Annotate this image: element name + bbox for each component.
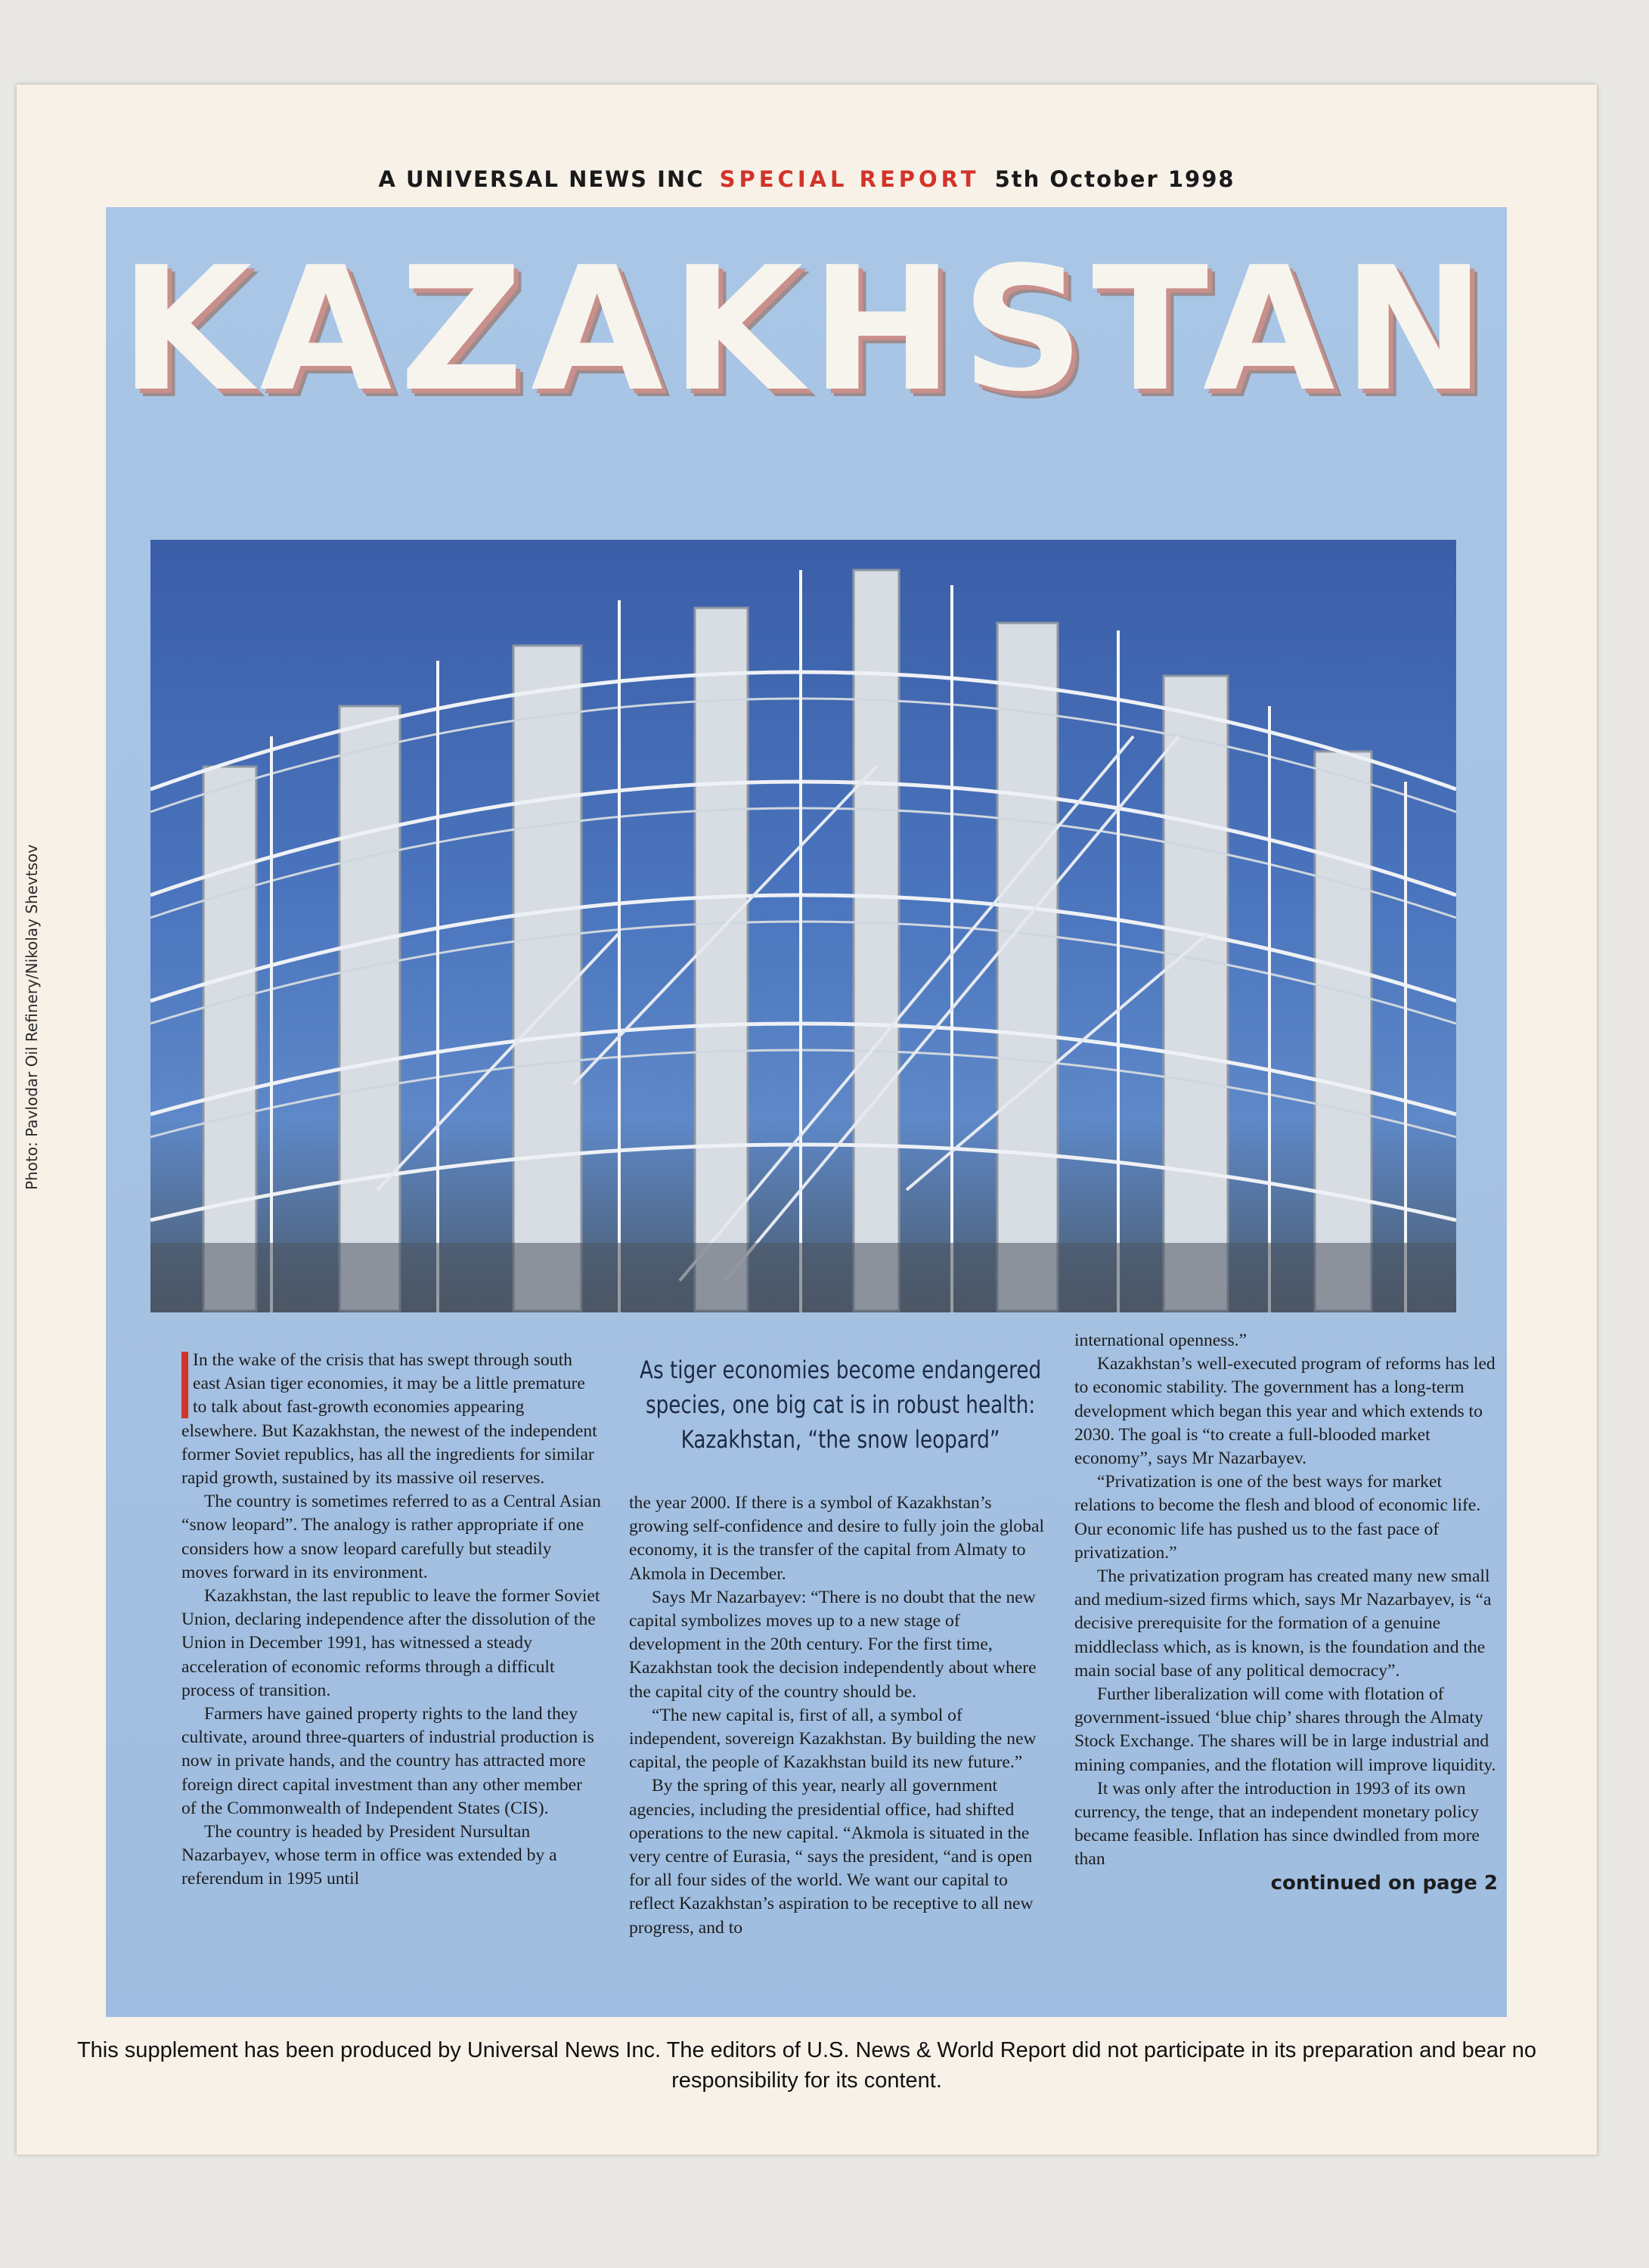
magazine-page	[17, 85, 1597, 2155]
issue-date: 5th October 1998	[994, 166, 1235, 192]
paragraph: Farmers have gained property rights to the land they cultivate, around three-quarters of industrial production is now in private hands, and the country has attracted more foreign direct capital investment than any other member of the Commonwealth of Independent States (CIS).	[181, 1704, 594, 1818]
paragraph: “Privatization is one of the best ways for market relations to become the flesh and blood of economic life. Our economic life has pushed us to the fast pace of privatization.”	[1074, 1472, 1481, 1563]
paragraph: Kazakhstan, the last republic to leave the former Soviet Union, declaring independence after the dissolution of the Union in December 1991, has witnessed a steady acceleration of economic reforms through a difficult process of transition.	[181, 1586, 600, 1700]
paragraph: international openness.”	[1074, 1331, 1247, 1350]
paragraph: the year 2000. If there is a symbol of Kazakhstan’s growing self-confidence and desire to fully join the global economy, it is the transfer of the capital from Almaty to Akmola in December.	[629, 1493, 1045, 1584]
paragraph: In the wake of the crisis that has swept through south east Asian tiger economies, it may be a little premature to talk about fast-growth economies appearing elsewhere. But Kazakhstan, the newest of the independent former Soviet republics, has all the ingredients for similar rapid growth, sustained by its massive oil reserves.	[181, 1350, 597, 1489]
paragraph: Kazakhstan’s well-executed program of reforms has led to economic stability. The government has a long-term development which began this year and which extends to 2030. The goal is “to create a full-blooded market economy”, says Mr Nazarbayev.	[1074, 1354, 1496, 1469]
paragraph: The privatization program has created many new small and medium-sized firms which, says Mr Nazarbayev, is “a decisive prerequisite for the formation of a genuine middleclass which, as is known, is the foundation and the main social base of any political democracy”.	[1074, 1566, 1492, 1681]
section-label: SPECIAL REPORT	[719, 166, 980, 192]
report-panel	[106, 207, 1507, 2017]
paragraph: “The new capital is, first of all, a symbol of independent, sovereign Kazakhstan. By building the new capital, the people of Kazakhstan build its new future.”	[629, 1705, 1037, 1773]
drop-cap-marker	[181, 1352, 188, 1418]
publisher-name: A UNIVERSAL NEWS INC	[378, 166, 705, 192]
pull-quote: As tiger economies become endangered species, one big cat is in robust health: Kazakhstan, “the snow leopard”	[640, 1356, 1042, 1454]
paragraph: Further liberalization will come with flotation of government-issued ‘blue chip’ shares through the Almaty Stock Exchange. The shares will be in large industrial and mining companies, and the flotation will improve liquidity.	[1074, 1684, 1496, 1775]
article-column-1	[181, 1349, 601, 1892]
photo-credit: Photo: Pavlodar Oil Refinery/Nikolay Shevtsov	[23, 844, 41, 1190]
paragraph: The country is headed by President Nursultan Nazarbayev, whose term in office was extended by a referendum in 1995 until	[181, 1822, 557, 1889]
disclaimer-footer: This supplement has been produced by Universal News Inc. The editors of U.S. News & World Report did not participate in its preparation and bear no responsibility for its content.	[76, 2038, 1537, 2093]
report-title: KAZAKHSTAN	[119, 231, 1493, 429]
paragraph: The country is sometimes referred to as a Central Asian “snow leopard”. The analogy is rather appropriate if one considers how a snow leopard carefully but steadily moves forward in its environment.	[181, 1492, 601, 1582]
paragraph: Says Mr Nazarbayev: “There is no doubt that the new capital symbolizes moves up to a new stage of development in the 20th century. For the first time, Kazakhstan took the decision independently about where the capital city of the country should be.	[629, 1587, 1037, 1702]
masthead	[17, 166, 1597, 192]
paragraph: By the spring of this year, nearly all government agencies, including the presidential office, had shifted operations to the new capital. “Akmola is situated in the very centre of Eurasia, “ says the president, “and is open for all four sides of the world. We want our capital to reflect Kazakhstan’s aspiration to be receptive to all new progress, and to	[629, 1776, 1034, 1938]
continued-link: continued on page 2	[1270, 1871, 1498, 1895]
refinery-photo	[150, 540, 1456, 1312]
article-column-2	[629, 1339, 1052, 1940]
article-column-3	[1074, 1329, 1498, 1895]
refinery-illustration	[150, 540, 1456, 1312]
paragraph: It was only after the introduction in 1993 of its own currency, the tenge, that an independent monetary policy became feasible. Inflation has since dwindled from more than	[1074, 1778, 1480, 1870]
